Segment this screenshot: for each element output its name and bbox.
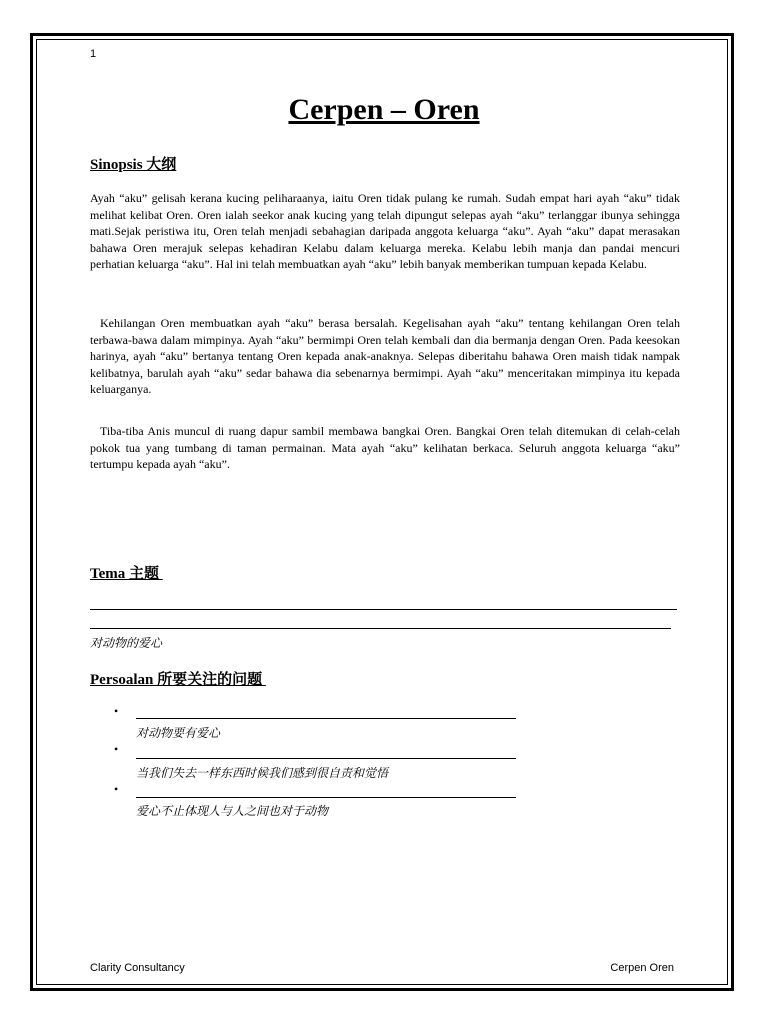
tema-answer-line-2: [90, 628, 671, 629]
persoalan-answer-1: 对动物要有爱心: [136, 726, 221, 740]
persoalan-answer-3: 爱心不止体现人与人之间也对于动物: [136, 804, 329, 818]
persoalan-answer-line-1: [136, 718, 516, 719]
page-border-inner: [36, 39, 728, 985]
document-title: Cerpen – Oren: [288, 93, 480, 126]
footer-left: Clarity Consultancy: [90, 962, 185, 974]
sinopsis-paragraph-1: Ayah “aku” gelisah kerana kucing peliharaanya, iaitu Oren tidak pulang ke rumah. Sudah empat hari ayah “aku” tidak melihat kelibat Oren. Oren ialah seekor anak kucing yang telah dipungut selepas ayah “aku” terlanggar ibunya sehingga mati.Sejak peristiwa itu, Oren telah menjadi sebahagian daripada anggota keluarga “aku”. Ayah “aku” dapat merasakan bahawa Oren merajuk selepas kehadiran Kelabu dalam keluarga mereka. Kelabu lebih manja dan pandai mencuri perhatian keluarga “aku”. Hal ini telah membuatkan ayah “aku” lebih banyak memberikan tumpuan kepada Kelabu.: [90, 191, 680, 271]
tema-answer: 对动物的爱心: [90, 636, 163, 650]
page-number: 1: [90, 48, 97, 60]
tema-answer-line-1: [90, 609, 677, 610]
persoalan-answer-2: 当我们失去一样东西时候我们感到很自责和觉悟: [136, 766, 389, 780]
tema-heading: Tema 主题: [90, 566, 163, 582]
persoalan-answer-line-2: [136, 758, 516, 759]
persoalan-answer-line-3: [136, 797, 516, 798]
sinopsis-heading: Sinopsis 大纲: [90, 157, 177, 173]
footer-right: Cerpen Oren: [610, 962, 674, 974]
persoalan-bullet-2: •: [114, 742, 119, 756]
sinopsis-paragraph-2: Kehilangan Oren membuatkan ayah “aku” berasa bersalah. Kegelisahan ayah “aku” tentang kehilangan Oren telah terbawa-bawa dalam mimpinya. Ayah “aku” bermimpi Oren telah kembali dan dia bermanja dengan Oren. Pada keesokan harinya, ayah “aku” bertanya tentang Oren kepada anak-anaknya. Selepas diberitahu bahawa Oren maish tidak nampak kelibatnya, barulah ayah “aku” sedar bahawa dia sebenarnya bermimpi. Ayah “aku” menceritakan mimpinya itu kepada keluarganya.: [90, 316, 680, 396]
persoalan-bullet-1: •: [114, 704, 119, 718]
sinopsis-paragraph-3: Tiba-tiba Anis muncul di ruang dapur sambil membawa bangkai Oren. Bangkai Oren telah ditemukan di celah-celah pokok tua yang tumbang di taman permainan. Mata ayah “aku” kelihatan berkaca. Seluruh anggota keluarga “aku” tertumpu kepada ayah “aku”.: [90, 424, 680, 471]
persoalan-heading: Persoalan 所要关注的问题: [90, 672, 266, 688]
persoalan-bullet-3: •: [114, 782, 119, 796]
